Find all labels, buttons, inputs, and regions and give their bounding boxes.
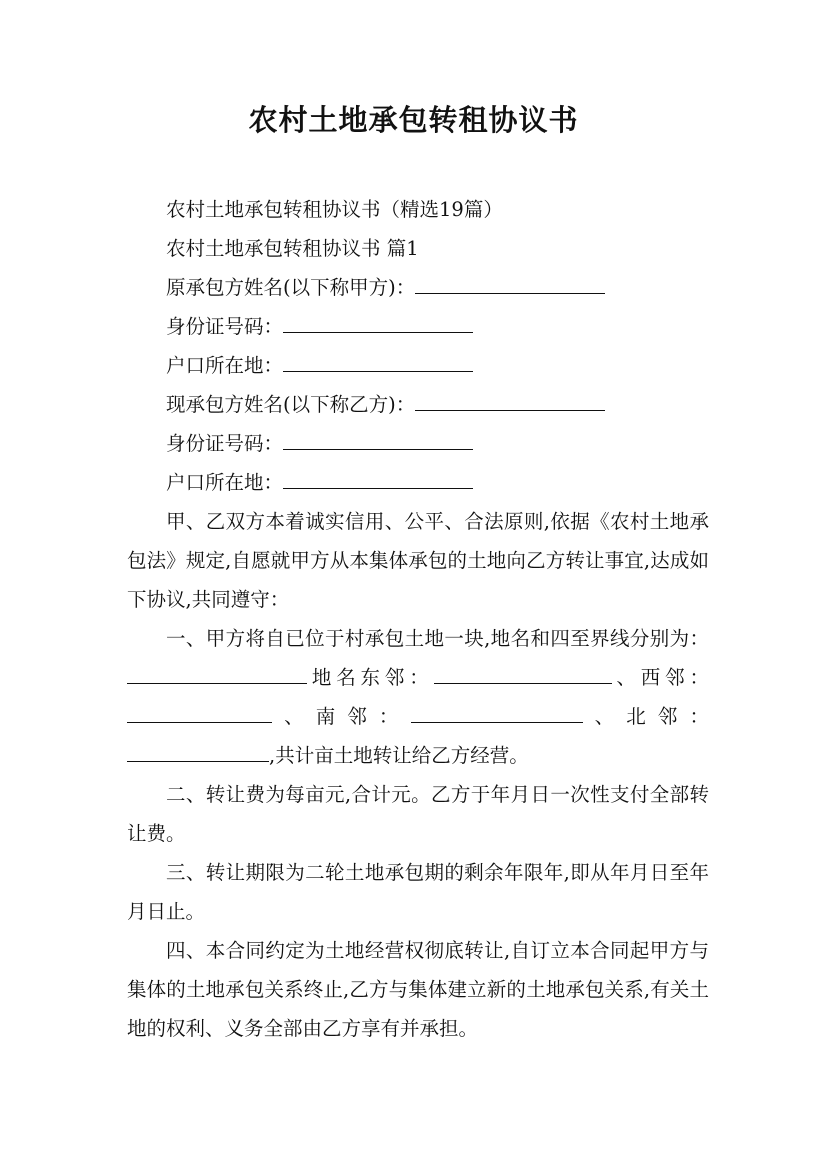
party-a-name-label: 原承包方姓名(以下称甲方)： bbox=[166, 276, 416, 299]
party-a-id-label: 身份证号码： bbox=[166, 315, 284, 338]
west-label: 西邻： bbox=[640, 666, 709, 689]
party-a-id-blank[interactable] bbox=[283, 314, 473, 333]
document-title: 农村土地承包转租协议书 bbox=[248, 103, 579, 137]
north-label: 、北邻： bbox=[582, 705, 709, 728]
sep-label: 、 bbox=[611, 666, 641, 689]
clause-1 bbox=[127, 619, 709, 775]
subtitle: 农村土地承包转租协议书（精选19篇） bbox=[166, 198, 503, 221]
south-label: 、南邻： bbox=[272, 705, 411, 728]
section-heading: 农村土地承包转租协议书 篇1 bbox=[166, 237, 419, 260]
party-a-address-line bbox=[127, 346, 709, 385]
party-b-address-label: 户口所在地： bbox=[166, 471, 284, 494]
party-a-address-blank[interactable] bbox=[283, 353, 473, 372]
party-b-address-blank[interactable] bbox=[283, 470, 473, 489]
clause-1-end: ,共计亩土地转让给乙方经营。 bbox=[269, 744, 529, 767]
party-b-id-blank[interactable] bbox=[283, 431, 473, 450]
intro-paragraph: 甲、乙双方本着诚实信用、公平、合法原则,依据《农村土地承包法》规定,自愿就甲方从本集体承包的土地向乙方转让事宜,达成如下协议,共同遵守： bbox=[127, 510, 709, 611]
clause-2: 二、转让费为每亩元,合计元。乙方于年月日一次性支付全部转让费。 bbox=[127, 783, 709, 845]
clause-1-text: 一、甲方将自已位于村承包土地一块,地名和四至界线分别为： bbox=[166, 627, 709, 650]
north-blank[interactable] bbox=[127, 743, 269, 762]
party-b-name-line bbox=[127, 385, 709, 424]
party-b-address-line bbox=[127, 463, 709, 502]
west-blank[interactable] bbox=[127, 704, 272, 723]
clause-4: 四、本合同约定为土地经营权彻底转让,自订立本合同起甲方与集体的土地承包关系终止,乙方与集体建立新的土地承包关系,有关土地的权利、义务全部由乙方享有并承担。 bbox=[127, 939, 709, 1040]
party-a-id-line bbox=[127, 307, 709, 346]
location-name-blank[interactable] bbox=[127, 665, 307, 684]
party-b-id-label: 身份证号码： bbox=[166, 432, 284, 455]
east-label: 地名东邻： bbox=[307, 666, 434, 689]
party-a-address-label: 户口所在地： bbox=[166, 354, 284, 377]
party-a-name-blank[interactable] bbox=[415, 275, 605, 294]
party-a-name-line bbox=[127, 268, 709, 307]
document-body bbox=[127, 190, 709, 1048]
east-blank[interactable] bbox=[434, 665, 612, 684]
party-b-name-blank[interactable] bbox=[415, 392, 605, 411]
clause-3: 三、转让期限为二轮土地承包期的剩余年限年,即从年月日至年月日止。 bbox=[127, 861, 709, 923]
south-blank[interactable] bbox=[411, 704, 583, 723]
party-b-id-line bbox=[127, 424, 709, 463]
party-b-name-label: 现承包方姓名(以下称乙方)： bbox=[166, 393, 416, 416]
